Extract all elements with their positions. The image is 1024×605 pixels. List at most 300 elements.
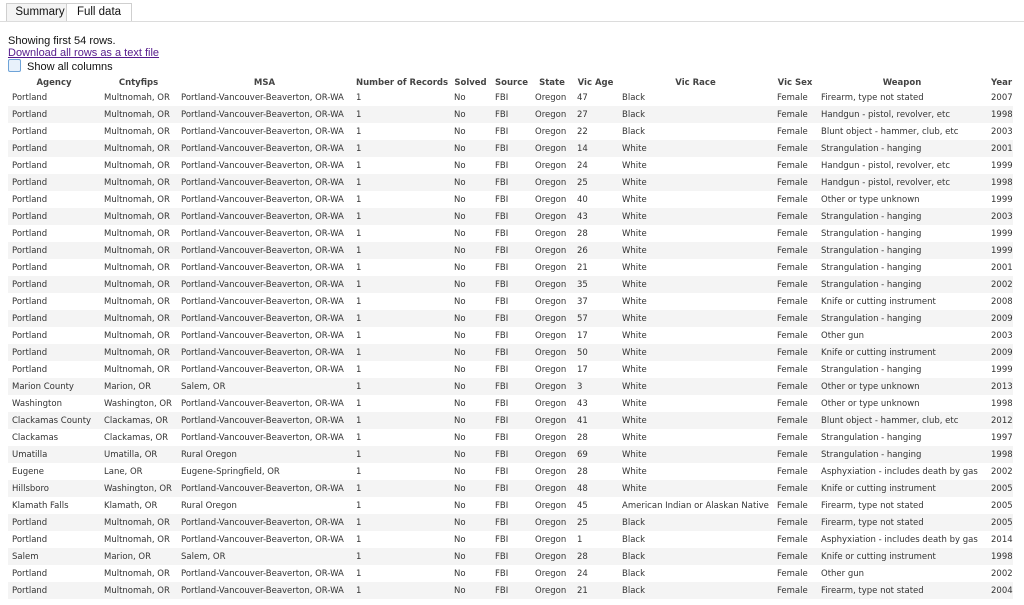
table-cell: Multnomah, OR (100, 174, 177, 191)
table-cell: Portland (8, 582, 100, 599)
table-cell: 1 (356, 126, 362, 137)
table-cell: White (618, 344, 773, 361)
table-cell: No (450, 446, 491, 463)
table-cell: Portland (8, 310, 100, 327)
table-cell: Black (622, 92, 645, 103)
table-cell: Knife or cutting instrument (817, 344, 987, 361)
table-cell: No (450, 208, 491, 225)
table-cell: 1 (356, 398, 362, 409)
tab-summary[interactable]: Summary (6, 3, 74, 21)
table-cell: Oregon (531, 412, 573, 429)
table-cell: Female (773, 276, 817, 293)
table-cell: Oregon (531, 208, 573, 225)
table-cell: Portland-Vancouver-Beaverton, OR-WA (177, 412, 352, 429)
table-cell: Female (777, 466, 808, 477)
table-row (8, 123, 1013, 140)
table-cell: Salem (8, 548, 100, 565)
table-cell: Portland-Vancouver-Beaverton, OR-WA (181, 364, 344, 375)
table-cell: No (450, 548, 491, 565)
table-cell: American Indian or Alaskan Native (622, 500, 769, 511)
table-cell: Female (773, 242, 817, 259)
column-header-source[interactable]: Source (495, 77, 529, 88)
table-cell: No (450, 514, 491, 531)
table-cell: 24 (577, 160, 588, 171)
table-row (8, 412, 1013, 429)
table-cell: White (622, 466, 647, 477)
column-header-msa[interactable]: MSA (253, 77, 276, 88)
table-cell: Portland (8, 344, 100, 361)
table-cell: Multnomah, OR (100, 582, 177, 599)
column-header-agency[interactable]: Agency (36, 77, 72, 88)
table-cell: 1998 (987, 548, 1013, 565)
table-cell: Female (777, 364, 808, 375)
column-header-vic-race[interactable]: Vic Race (675, 77, 716, 88)
table-cell: Strangulation - hanging (817, 310, 987, 327)
table-cell: Oregon (531, 514, 573, 531)
table-cell: 1 (356, 466, 362, 477)
table-cell: 47 (577, 92, 588, 103)
table-row (8, 276, 1013, 293)
table-cell: Portland-Vancouver-Beaverton, OR-WA (181, 398, 344, 409)
table-cell: White (618, 174, 773, 191)
table-cell: Salem, OR (177, 378, 352, 395)
table-cell: Asphyxiation - includes death by gas (821, 466, 978, 477)
table-cell: Oregon (531, 242, 573, 259)
table-cell: Female (777, 568, 808, 579)
table-cell: 26 (573, 242, 618, 259)
table-cell: FBI (495, 194, 509, 205)
table-cell: White (618, 140, 773, 157)
table-cell: FBI (491, 344, 531, 361)
table-cell: Oregon (531, 548, 573, 565)
table-cell: Multnomah, OR (104, 92, 170, 103)
table-cell: No (454, 432, 466, 443)
table-cell: Portland (8, 242, 100, 259)
table-cell: Female (777, 126, 808, 137)
table-cell: 35 (573, 276, 618, 293)
table-cell: FBI (491, 174, 531, 191)
table-cell: Oregon (535, 92, 567, 103)
table-cell: Multnomah, OR (100, 242, 177, 259)
table-cell: 1999 (987, 242, 1013, 259)
table-cell: Female (773, 480, 817, 497)
table-cell: Oregon (535, 262, 567, 273)
column-header-cntyfips[interactable]: Cntyfips (118, 77, 159, 88)
column-header-number-of-records[interactable]: Number of Records (356, 77, 449, 88)
table-cell: Blunt object - hammer, club, etc (817, 412, 987, 429)
table-cell: FBI (491, 378, 531, 395)
table-cell: Female (777, 296, 808, 307)
table-cell: Oregon (531, 446, 573, 463)
table-cell: 1 (352, 242, 450, 259)
column-header-weapon[interactable]: Weapon (882, 77, 922, 88)
column-header-vic-sex[interactable]: Vic Sex (777, 77, 813, 88)
table-cell: Lane, OR (104, 466, 143, 477)
table-cell: 1 (356, 330, 362, 341)
table-cell: Female (773, 446, 817, 463)
table-cell: Multnomah, OR (104, 228, 170, 239)
table-row (8, 106, 1013, 123)
table-cell: Strangulation - hanging (817, 140, 987, 157)
table-cell: FBI (495, 534, 509, 545)
table-cell: Clackamas (12, 432, 59, 443)
table-cell: 50 (573, 344, 618, 361)
table-row (8, 140, 1013, 157)
table-cell: Portland-Vancouver-Beaverton, OR-WA (177, 344, 352, 361)
table-cell: White (622, 262, 647, 273)
table-cell: Multnomah, OR (100, 514, 177, 531)
table-cell: White (622, 228, 647, 239)
table-cell: 17 (577, 330, 588, 341)
table-cell: Clackamas, OR (100, 412, 177, 429)
table-cell: Portland-Vancouver-Beaverton, OR-WA (181, 296, 344, 307)
table-cell: No (454, 296, 466, 307)
table-cell: Oregon (535, 534, 567, 545)
table-cell: Portland (8, 174, 100, 191)
table-cell: Female (777, 262, 808, 273)
table-cell: Black (618, 582, 773, 599)
table-cell: Hillsboro (8, 480, 100, 497)
table-cell: Portland (8, 106, 100, 123)
table-cell: 2012 (987, 412, 1013, 429)
table-row (8, 514, 1013, 531)
table-cell: 1 (352, 140, 450, 157)
table-cell: 2002 (991, 466, 1013, 477)
table-cell: 1 (356, 262, 362, 273)
column-header-solved[interactable]: Solved (454, 77, 487, 88)
table-cell: Female (773, 174, 817, 191)
table-cell: Portland (12, 228, 48, 239)
table-cell: FBI (495, 466, 509, 477)
table-cell: 2009 (987, 344, 1013, 361)
table-cell: FBI (495, 364, 509, 375)
table-cell: 24 (577, 568, 588, 579)
table-cell: Strangulation - hanging (817, 242, 987, 259)
table-cell: 1 (352, 174, 450, 191)
table-cell: 2005 (987, 514, 1013, 531)
table-cell: Black (622, 534, 645, 545)
table-cell: FBI (491, 106, 531, 123)
table-cell: Handgun - pistol, revolver, etc (817, 174, 987, 191)
show-all-columns-toggle[interactable] (8, 59, 113, 73)
table-cell: Female (773, 378, 817, 395)
table-cell: 1 (356, 296, 362, 307)
table-cell: Portland-Vancouver-Beaverton, OR-WA (177, 480, 352, 497)
table-cell: Female (777, 398, 808, 409)
table-cell: 1 (356, 500, 362, 511)
table-cell: 2002 (987, 276, 1013, 293)
table-cell: 1999 (991, 364, 1013, 375)
table-row (8, 344, 1013, 361)
table-cell: 2003 (987, 208, 1013, 225)
table-cell: Portland-Vancouver-Beaverton, OR-WA (181, 160, 344, 171)
table-cell: No (454, 228, 466, 239)
table-cell: Oregon (535, 330, 567, 341)
table-cell: Portland-Vancouver-Beaverton, OR-WA (181, 228, 344, 239)
table-row (8, 293, 1013, 310)
table-cell: Portland (12, 296, 48, 307)
table-cell: 2005 (991, 500, 1013, 511)
table-cell: No (454, 534, 466, 545)
table-cell: Marion, OR (100, 378, 177, 395)
table-cell: Klamath, OR (104, 500, 158, 511)
table-cell: 2004 (987, 582, 1013, 599)
table-cell: 1 (356, 568, 362, 579)
table-cell: FBI (495, 228, 509, 239)
table-cell: 28 (577, 432, 588, 443)
table-cell: Female (773, 548, 817, 565)
table-cell: White (622, 160, 647, 171)
column-header-vic-age[interactable]: Vic Age (577, 77, 614, 88)
table-row (8, 582, 1013, 599)
table-cell: 43 (573, 208, 618, 225)
table-cell: 1 (352, 412, 450, 429)
table-cell: 69 (573, 446, 618, 463)
table-row (8, 208, 1013, 225)
table-cell: 1 (356, 92, 362, 103)
table-cell: 2009 (987, 310, 1013, 327)
show-all-columns-label: Show all columns (27, 61, 113, 73)
table-cell: Black (618, 106, 773, 123)
table-cell: Rural Oregon (177, 446, 352, 463)
table-cell: Blunt object - hammer, club, etc (821, 126, 959, 137)
table-row (8, 463, 1013, 480)
table-cell: FBI (491, 310, 531, 327)
table-cell: Multnomah, OR (100, 208, 177, 225)
table-cell: 1 (356, 160, 362, 171)
table-cell: No (450, 242, 491, 259)
table-cell: Portland (8, 140, 100, 157)
table-cell: Female (773, 412, 817, 429)
table-cell: 1999 (991, 194, 1013, 205)
table-cell: Portland (12, 534, 48, 545)
table-cell: Firearm, type not stated (821, 500, 924, 511)
table-row (8, 548, 1013, 565)
column-header-state[interactable]: State (539, 77, 565, 88)
table-cell: 28 (577, 228, 588, 239)
table-cell: Female (777, 330, 808, 341)
table-cell: Multnomah, OR (100, 344, 177, 361)
table-cell: 1 (352, 344, 450, 361)
table-cell: Strangulation - hanging (821, 262, 922, 273)
table-cell: Multnomah, OR (104, 126, 170, 137)
table-cell: Rural Oregon (181, 500, 237, 511)
table-cell: Multnomah, OR (104, 364, 170, 375)
table-cell: Multnomah, OR (104, 160, 170, 171)
table-cell: Umatilla (8, 446, 100, 463)
table-cell: Portland-Vancouver-Beaverton, OR-WA (181, 262, 344, 273)
table-cell: 1999 (991, 228, 1013, 239)
table-row (8, 89, 1013, 106)
table-cell: FBI (491, 208, 531, 225)
table-cell: 28 (573, 548, 618, 565)
table-cell: Multnomah, OR (100, 276, 177, 293)
table-cell: Eugene-Springfield, OR (181, 466, 280, 477)
table-cell: No (454, 398, 466, 409)
row-count-status: Showing first 54 rows. (8, 35, 116, 47)
table-cell: Female (773, 310, 817, 327)
table-row (8, 446, 1013, 463)
table-cell: FBI (491, 582, 531, 599)
table-cell: Portland-Vancouver-Beaverton, OR-WA (177, 310, 352, 327)
checkbox-icon[interactable] (8, 59, 21, 72)
table-cell: Multnomah, OR (104, 568, 170, 579)
table-cell: Multnomah, OR (100, 310, 177, 327)
table-cell: 22 (577, 126, 588, 137)
table-cell: Portland (12, 194, 48, 205)
table-cell: FBI (491, 412, 531, 429)
table-cell: 40 (577, 194, 588, 205)
table-cell: 2003 (991, 126, 1013, 137)
table-cell: Oregon (531, 106, 573, 123)
table-cell: Multnomah, OR (104, 194, 170, 205)
table-cell: Oregon (531, 582, 573, 599)
table-cell: Marion County (8, 378, 100, 395)
table-cell: FBI (495, 330, 509, 341)
table-cell: FBI (495, 262, 509, 273)
table-cell: 1 (577, 534, 583, 545)
table-cell: No (450, 140, 491, 157)
table-cell: Knife or cutting instrument (817, 480, 987, 497)
table-cell: Female (777, 160, 808, 171)
table-cell: Portland (12, 160, 48, 171)
table-cell: Other or type unknown (821, 398, 920, 409)
table-cell: 1 (352, 378, 450, 395)
table-cell: White (622, 330, 647, 341)
table-cell: Oregon (531, 310, 573, 327)
table-cell: 14 (573, 140, 618, 157)
table-cell: 2002 (991, 568, 1013, 579)
table-cell: Black (622, 126, 645, 137)
table-cell: Oregon (531, 480, 573, 497)
table-cell: No (450, 480, 491, 497)
table-cell: 1998 (987, 446, 1013, 463)
table-cell: FBI (495, 398, 509, 409)
table-cell: Portland-Vancouver-Beaverton, OR-WA (177, 174, 352, 191)
table-cell: 37 (577, 296, 588, 307)
tab-full-data[interactable]: Full data (66, 3, 132, 21)
table-cell: White (622, 364, 647, 375)
table-cell: FBI (491, 242, 531, 259)
table-cell: No (454, 500, 466, 511)
table-cell: White (622, 194, 647, 205)
table-cell: No (454, 330, 466, 341)
table-cell: Oregon (531, 276, 573, 293)
table-cell: Female (773, 140, 817, 157)
table-cell: Portland (8, 514, 100, 531)
table-cell: 57 (573, 310, 618, 327)
table-cell: Female (777, 500, 808, 511)
table-cell: FBI (491, 514, 531, 531)
table-row (8, 225, 1013, 242)
table-cell: FBI (495, 432, 509, 443)
table-cell: FBI (491, 446, 531, 463)
table-cell: Female (773, 514, 817, 531)
table-cell: Portland (12, 364, 48, 375)
table-cell: Washington (12, 398, 62, 409)
download-link[interactable]: Download all rows as a text file (8, 47, 160, 59)
table-row (8, 259, 1013, 276)
table-cell: Portland (12, 126, 48, 137)
table-row (8, 310, 1013, 327)
table-cell: No (450, 344, 491, 361)
table-cell: Marion, OR (100, 548, 177, 565)
table-cell: Female (777, 194, 808, 205)
table-cell: Oregon (535, 228, 567, 239)
table-cell: Female (777, 432, 808, 443)
table-cell: Portland-Vancouver-Beaverton, OR-WA (177, 106, 352, 123)
table-row (8, 174, 1013, 191)
table-cell: White (618, 446, 773, 463)
table-cell: 1 (352, 514, 450, 531)
table-cell: No (454, 92, 466, 103)
table-cell: Washington, OR (104, 398, 172, 409)
table-cell: Female (773, 344, 817, 361)
table-cell: Oregon (535, 500, 567, 511)
table-cell: Portland-Vancouver-Beaverton, OR-WA (181, 92, 344, 103)
table-body (8, 89, 1013, 599)
table-cell: Multnomah, OR (104, 262, 170, 273)
table-cell: Oregon (535, 432, 567, 443)
table-cell: Oregon (535, 194, 567, 205)
table-cell: Clackamas County (8, 412, 100, 429)
table-cell: FBI (495, 568, 509, 579)
table-cell: FBI (491, 480, 531, 497)
table-cell: Oregon (535, 568, 567, 579)
table-cell: 28 (577, 466, 588, 477)
table-cell: 1 (352, 446, 450, 463)
table-cell: Strangulation - hanging (821, 364, 922, 375)
table-cell: 1 (352, 310, 450, 327)
table-cell: Strangulation - hanging (817, 446, 987, 463)
table-cell: Knife or cutting instrument (821, 296, 936, 307)
table-cell: 1998 (987, 174, 1013, 191)
table-row (8, 157, 1013, 174)
table-cell: White (622, 296, 647, 307)
table-row (8, 531, 1013, 548)
table-cell: Oregon (535, 296, 567, 307)
table-cell: Oregon (531, 344, 573, 361)
table-cell: 2007 (991, 92, 1013, 103)
table-cell: 2014 (991, 534, 1013, 545)
table-row (8, 395, 1013, 412)
table-cell: Portland-Vancouver-Beaverton, OR-WA (181, 126, 344, 137)
table-cell: 1999 (991, 160, 1013, 171)
table-cell: Portland-Vancouver-Beaverton, OR-WA (181, 194, 344, 205)
table-cell: Black (618, 514, 773, 531)
table-cell: Strangulation - hanging (821, 432, 922, 443)
table-cell: 21 (573, 582, 618, 599)
table-cell: Strangulation - hanging (817, 276, 987, 293)
table-cell: FBI (491, 276, 531, 293)
table-cell: 1 (356, 534, 362, 545)
table-cell: White (618, 208, 773, 225)
table-cell: Multnomah, OR (104, 330, 170, 341)
table-cell: No (450, 106, 491, 123)
table-cell: 45 (577, 500, 588, 511)
column-header-year[interactable]: Year (991, 77, 1013, 88)
table-cell: 21 (577, 262, 588, 273)
table-cell: Asphyxiation - includes death by gas (821, 534, 978, 545)
table-row (8, 361, 1013, 378)
table-cell: 2005 (987, 480, 1013, 497)
table-cell: Portland-Vancouver-Beaverton, OR-WA (177, 242, 352, 259)
table-row (8, 378, 1013, 395)
table-cell: 1 (356, 364, 362, 375)
table-cell: 2013 (987, 378, 1013, 395)
table-row (8, 327, 1013, 344)
table-cell: 2001 (991, 262, 1013, 273)
